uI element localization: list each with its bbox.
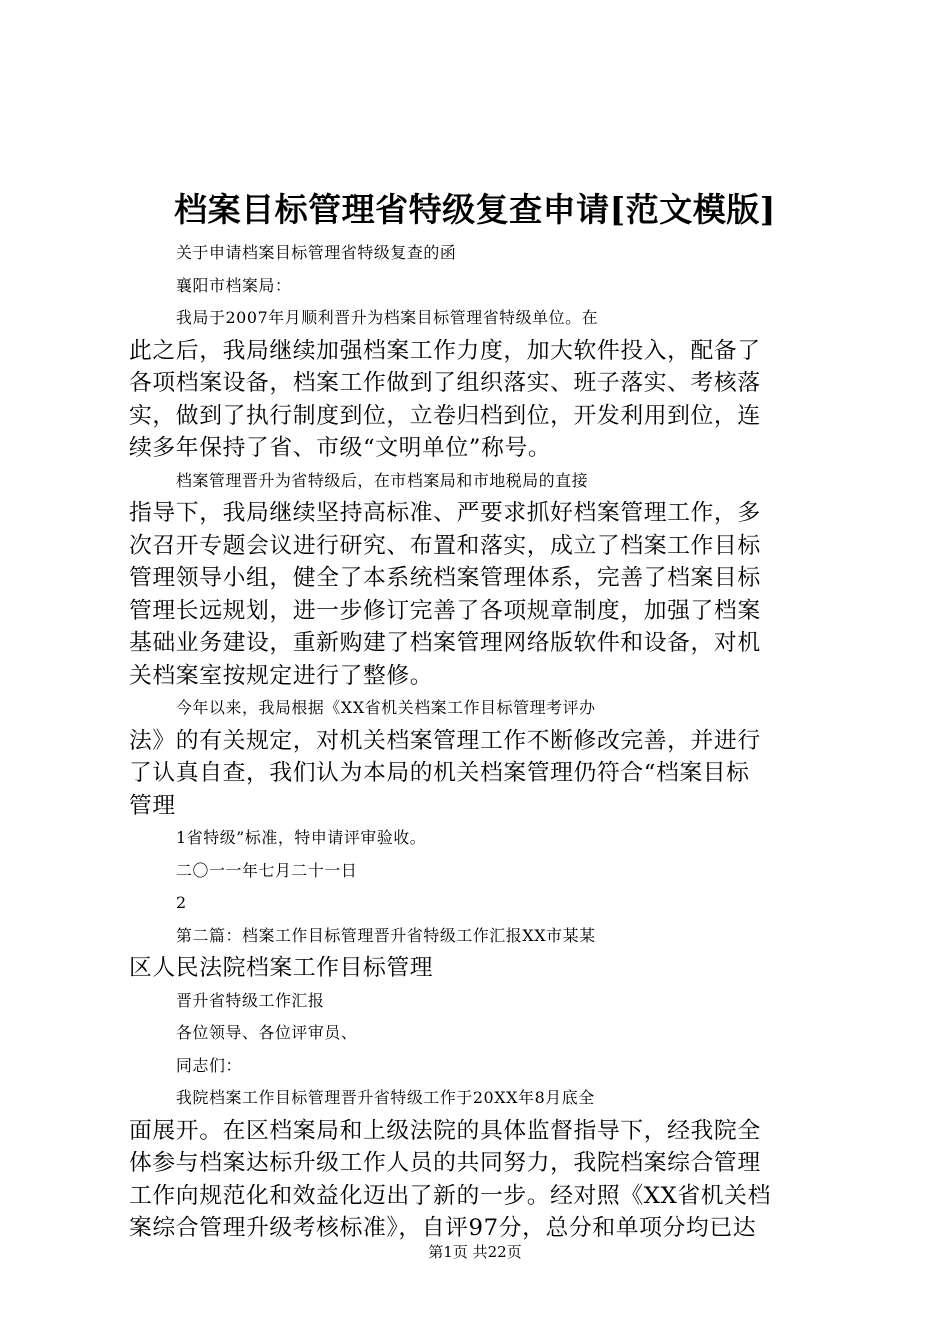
body-line: 次召开专题会议进行研究、布置和落实，成立了档案工作目标: [129, 532, 761, 559]
body-line: 面展开。在区档案局和上级法院的具体监督指导下，经我院全: [129, 1117, 761, 1144]
body-line: 我局于2007年月顺利晋升为档案目标管理省特级单位。在: [176, 308, 599, 327]
body-line: 2: [176, 893, 187, 912]
body-line: 第二篇：档案工作目标管理晋升省特级工作汇报XX市某某: [176, 925, 596, 945]
body-line: 管理: [129, 792, 176, 819]
body-line: 同志们：: [176, 1055, 242, 1075]
body-line: 晋升省特级工作汇报: [176, 990, 325, 1010]
body-line: 区人民法院档案工作目标管理: [129, 955, 434, 981]
body-line: 襄阳市档案局：: [176, 275, 292, 295]
body-line: 我院档案工作目标管理晋升省特级工作于20XX年8月底全: [176, 1088, 595, 1107]
body-line: 各项档案设备，档案工作做到了组织落实、班子落实、考核落: [129, 370, 761, 396]
body-line: 实，做到了执行制度到位，立卷归档到位，开发利用到位，连: [129, 402, 761, 429]
body-line: 了认真自查，我们认为本局的机关档案管理仍符合“档案目标: [129, 760, 750, 786]
body-line: 体参与档案达标升级工作人员的共同努力，我院档案综合管理: [129, 1150, 761, 1176]
body-line: 关于申请档案目标管理省特级复查的函: [176, 243, 457, 262]
body-line: 工作向规范化和效益化迈出了新的一步。经对照《XX省机关档: [129, 1182, 771, 1209]
body-line: 法》的有关规定，对机关档案管理工作不断修改完善，并进行: [129, 727, 761, 754]
body-line: 此之后，我局继续加强档案工作力度，加大软件投入，配备了: [129, 337, 761, 364]
body-line: 基础业务建设，重新购建了档案管理网络版软件和设备，对机: [129, 630, 761, 656]
body-line: 关档案室按规定进行了整修。: [129, 662, 434, 689]
body-line: 指导下，我局继续坚持高标准、严要求抓好档案管理工作，多: [129, 500, 761, 526]
body-line: 续多年保持了省、市级“文明单位”称号。: [129, 435, 552, 461]
body-line: 二〇一一年七月二十一日: [176, 860, 358, 880]
body-line: 档案管理晋升为省特级后，在市档案局和市地税局的直接: [176, 470, 589, 490]
page-footer: 第1页 共22页: [428, 1243, 522, 1261]
body-line: 案综合管理升级考核标准》，自评97分，总分和单项分均已达: [129, 1215, 757, 1241]
body-line: 管理长远规划，进一步修订完善了各项规章制度，加强了档案: [129, 597, 761, 624]
body-line: 管理领导小组，健全了本系统档案管理体系，完善了档案目标: [129, 565, 761, 591]
body-line: 今年以来，我局根据《XX省机关档案工作目标管理考评办: [176, 698, 596, 717]
document-title: 档案目标管理省特级复查申请[范文模版]: [174, 190, 776, 229]
document-body: [129, 237, 831, 1245]
body-line: 各位领导、各位评审员、: [176, 1023, 358, 1042]
body-line: 1省特级”标准，特申请评审验收。: [176, 828, 427, 847]
